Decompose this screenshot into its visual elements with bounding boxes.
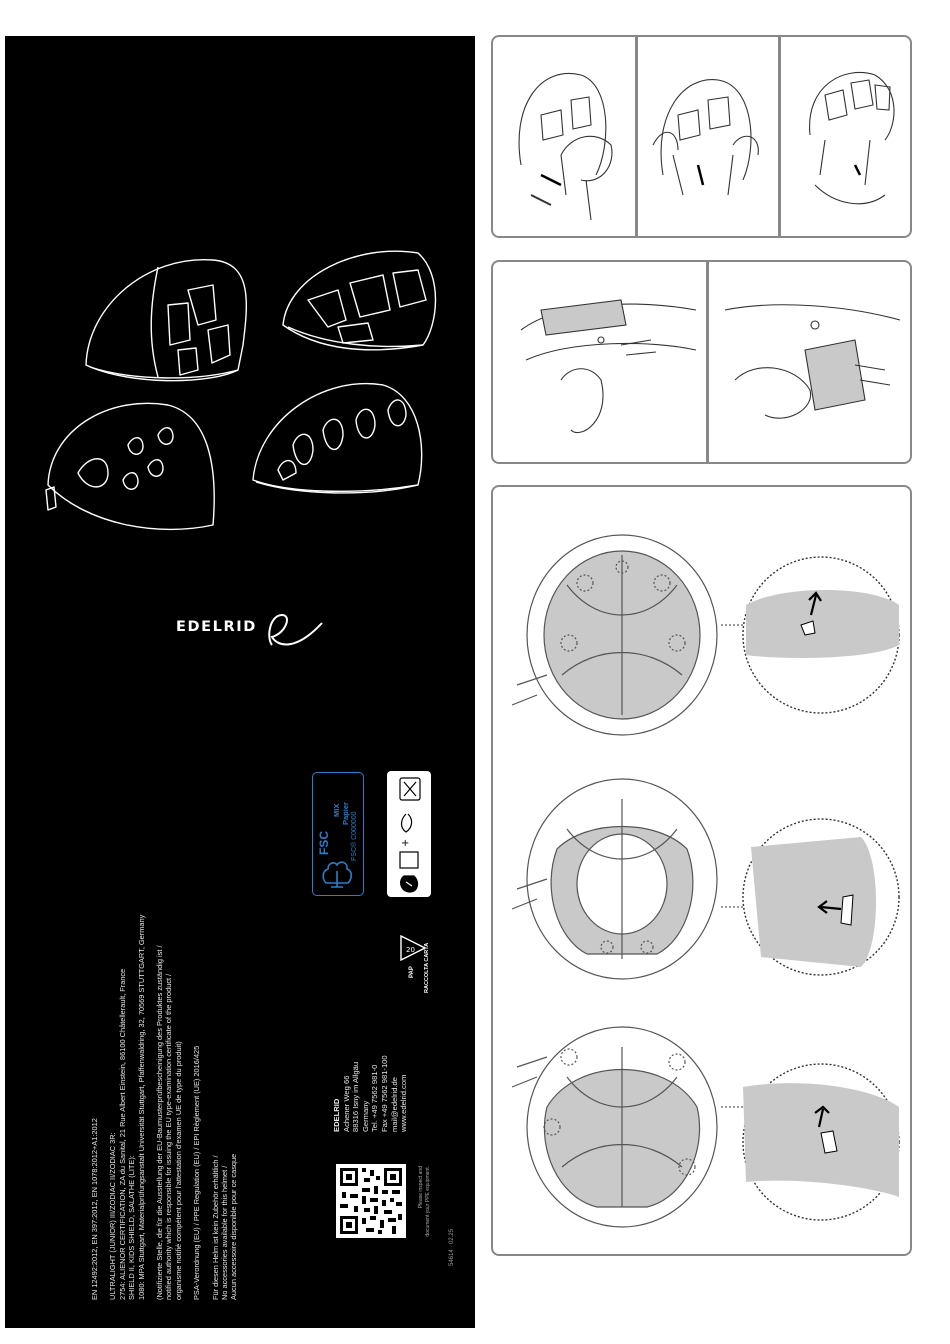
- address-street: Achener Weg 66: [341, 1075, 351, 1132]
- fitting-steps-panel: [491, 35, 912, 238]
- disposal-pictogram: [386, 770, 432, 898]
- legal-line: 1080: MPA Stuttgart, Materialprüfungsanstalt Universität Stuttgart, Pfaffenwaldring, 32, 70569 STUTTGART, Germany: [136, 914, 146, 1300]
- legal-line: notified authority which is responsible for issuing the EU type-examination certificate of the product /: [164, 973, 174, 1300]
- fsc-mix: MIX: [332, 803, 341, 817]
- helmet-illustrations: [38, 245, 448, 535]
- website-link[interactable]: www.edelrid.com: [399, 1074, 409, 1132]
- legal-text: [90, 780, 239, 1300]
- fsc-tree-icon: [320, 857, 354, 889]
- company-name: EDELRID: [332, 1098, 341, 1132]
- qr-code-icon: [336, 1164, 406, 1238]
- liner-steps-panel: [491, 485, 912, 1256]
- detail-2-icon: [721, 797, 911, 987]
- legal-line: organisme notifié compétent pour l'attestation d'examen UE de type du produit): [173, 1041, 183, 1300]
- legal-line: PSA-Verordnung (EU) / PPE Regulation (EU) / EPI Règlement (UE) 2016/425: [192, 1045, 202, 1300]
- pad-attach-icon: [715, 270, 905, 456]
- liner-view-3-icon: [507, 1017, 727, 1237]
- fsc-logo-text: FSC: [317, 831, 331, 855]
- padding-panel: [491, 260, 912, 464]
- legal-line: SHIELD II, KIDS SHIELD, SALATHE (LITE):: [127, 1155, 137, 1300]
- legal-line: 2754: ALIENOR CERTIFICATION, ZA du Sanital, 21 Rue Albert Einstein, 86100 Châtellerault, France: [117, 968, 127, 1300]
- legal-line: No accessories available for this helmet /: [220, 1165, 230, 1300]
- qr-caption: [418, 1166, 432, 1238]
- fsc-paper: Papier: [341, 802, 350, 825]
- liner-view-1-icon: [507, 525, 727, 745]
- detail-1-icon: [721, 545, 911, 735]
- legal-line: [99, 780, 108, 1300]
- pad-insert-icon: [501, 270, 701, 456]
- recycle-code: PAP: [409, 966, 415, 978]
- qr-caption-line: document your PPE equipment.: [425, 1166, 431, 1237]
- email-link[interactable]: mail@edelrid.de: [389, 1077, 399, 1132]
- address-country: Germany: [360, 1100, 370, 1132]
- legal-line: EN 12492:2012, EN 397:2012, EN 1078:2012+A1:2012: [90, 1118, 99, 1300]
- svg-text:+: +: [401, 838, 410, 849]
- legal-line: (Notifizierte Stelle, die für die Ausstellung der EU-Baumusterprüfbescheinigung des Produktes zuständig ist /: [155, 945, 165, 1300]
- document-code: 54614 · 02.25: [449, 1228, 455, 1266]
- qr-caption-line: Please inspect and: [418, 1166, 424, 1209]
- address-city: 88316 Isny im Allgäu: [351, 1061, 361, 1132]
- adjust-rear-icon: [501, 45, 629, 229]
- edelrid-e-icon: [264, 607, 334, 653]
- legal-line: [183, 780, 192, 1300]
- fsc-code: FSC® C000000: [351, 811, 358, 861]
- legal-line: Aucun accessoire disponible pour ce casque: [229, 1153, 239, 1300]
- recycle-number: 20: [406, 946, 415, 954]
- info-panel: [5, 36, 475, 1328]
- detail-3-icon: [721, 1047, 911, 1237]
- qr-code[interactable]: [336, 1164, 406, 1238]
- adjust-chinstrap-icon: [785, 45, 907, 229]
- brand-logo: EDELRID: [176, 607, 336, 653]
- legal-line: [146, 780, 155, 1300]
- liner-view-2-icon: [507, 769, 727, 989]
- fax: Fax +49 7562 981-100: [379, 1055, 389, 1132]
- adjust-side-icon: [643, 45, 771, 229]
- legal-line: Für diesen Helm ist kein Zubehör erhältlich /: [210, 1155, 220, 1300]
- legal-line: ULTRALIGHT (JUNIOR) III/ZODIAC II/ZODIAC 3R:: [108, 1132, 118, 1300]
- recycle-label: RACCOLTA CARTA: [424, 942, 430, 993]
- phone: Tel. +49 7562 981-0: [370, 1064, 380, 1132]
- legal-line: [202, 780, 211, 1300]
- address-block: [332, 982, 409, 1132]
- fsc-label: [312, 772, 364, 896]
